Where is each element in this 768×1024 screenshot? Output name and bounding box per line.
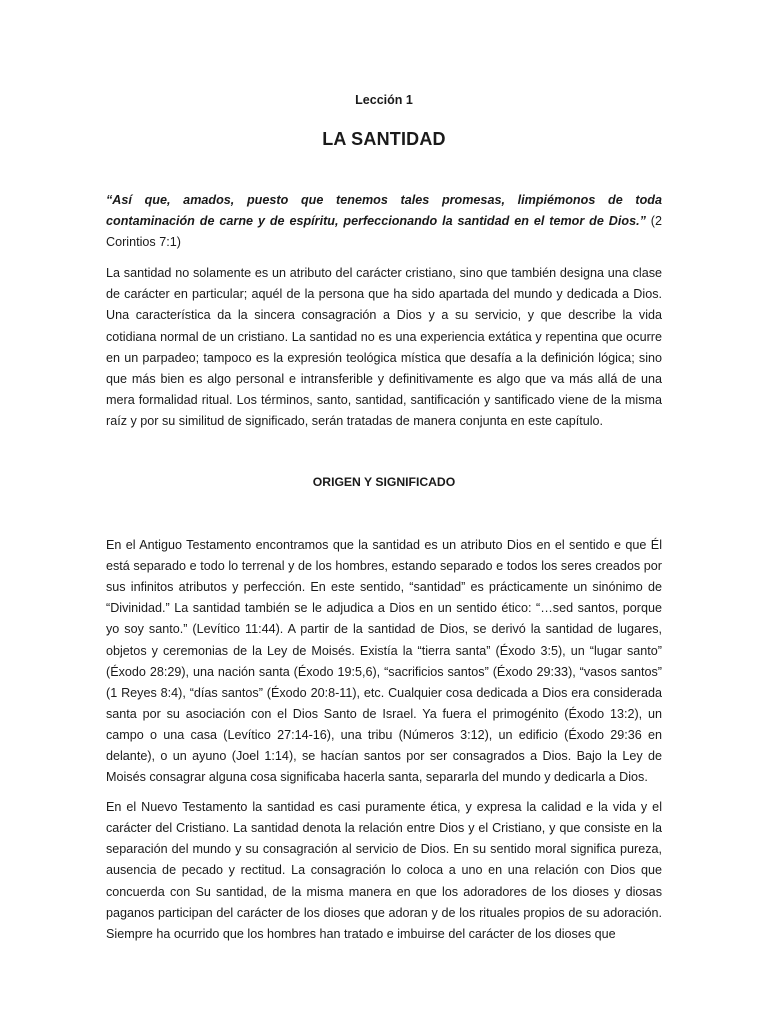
section-heading: ORIGEN Y SIGNIFICADO xyxy=(312,475,456,490)
lesson-label: Lección 1 xyxy=(355,93,413,107)
paragraph-old-testament: En el Antiguo Testamento encontramos que la santidad es un atributo Dios en el sentido e que Él está separado e todo lo terrenal y de los hombres, estando separado e todos los seres creados por sus infinitos atributos y perfección. En este sentido, “santidad” es prácticamente un sinónimo de “Divinidad.” La santidad también se le adjudica a Dios en un sentido ético: “…sed santos, porque yo soy santo.” (Levítico 11:44). A partir de la santidad de Dios, se derivó la santidad de lugares, objetos y ceremonias de la Ley de Moisés. Existía la “tierra santa” (Éxodo 3:5), un “lugar santo” (Éxodo 28:29), una nación santa (Éxodo 19:5,6), “sacrificios santos” (Éxodo 29:33), “vasos santos” (1 Reyes 8:4), “días santos” (Éxodo 20:8-11), etc. Cualquier cosa dedicada a Dios era considerada santa por su asociación con el Dios Santo de Israel. Ya fuera el primogénito (Éxodo 13:2), un campo o una casa (Levítico 27:14-16), una tribu (Números 3:12), un edificio (Éxodo 29:36 en delante), o un ayuno (Joel 1:14), se hacían santos por ser consagrados a Dios. Bajo la Ley de Moisés consagrar alguna cosa significaba hacerla santa, separarla del mundo y dedicarla a Dios. xyxy=(106,538,662,785)
paragraph-new-testament: En el Nuevo Testamento la santidad es casi puramente ética, y expresa la calidad e la vida y el carácter del Cristiano. La santidad denota la relación entre Dios y el Cristiano, y que consiste en la separación del mundo y su consagración al servicio de Dios. En su sentido moral significa pureza, ausencia de pecado y rectitud. La consagración lo coloca a uno en una relación con Dios que concuerda con Su santidad, de la misma manera en que los adoradores de los dioses y diosas paganos participan del carácter de los dioses que adoran y de los rituales propios de su adoración. Siempre ha ocurrido que los hombres han tratado e imbuirse del carácter de los dioses que xyxy=(106,800,662,941)
page-title: LA SANTIDAD xyxy=(322,129,446,149)
epigraph-quote xyxy=(106,190,662,253)
paragraph-intro: La santidad no solamente es un atributo del carácter cristiano, sino que también designa una clase de carácter en particular; aquél de la persona que ha sido apartada del mundo y dedicada a Dios. Una característica da la sincera consagración a Dios y a su servicio, y que describe la vida cotidiana normal de un cristiano. La santidad no es una experiencia extática y repentina que ocurre en un parpadeo; tampoco es la expresión teológica mística que desafía a la definición lógica; sino que más bien es algo personal e intransferible y definitivamente es algo que va más allá de una mera formalidad ritual. Los términos, santo, santidad, santificación y santificado viene de la misma raíz y por su similitud de significado, serán tratadas de manera conjunta en este capítulo. xyxy=(106,266,662,428)
quote-reference: (2 Corintios 7:1) xyxy=(106,214,662,250)
quote-text: “Así que, amados, puesto que tenemos tales promesas, limpiémonos de toda contaminación de carne y de espíritu, perfeccionando la santidad en el temor de Dios.” xyxy=(106,193,662,229)
